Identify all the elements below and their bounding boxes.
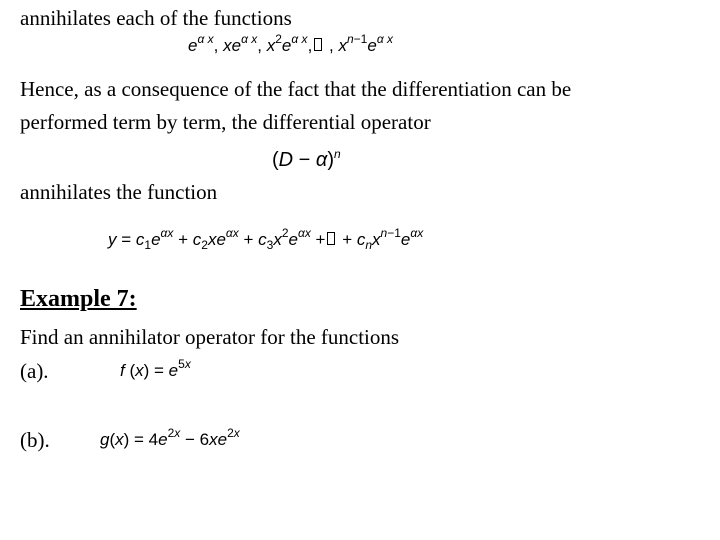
heading-example: Example 7: — [20, 286, 137, 312]
ellipsis-box-icon — [314, 38, 322, 51]
text-annihilates-each: annihilates each of the functions — [20, 6, 292, 30]
ellipsis-box-icon — [327, 232, 335, 245]
formula-f: f $(x) = e^{5x}$ — [120, 357, 191, 380]
formula-y-sum: $y = c_1e^{\alpha x} + c_2xe^{\alpha x} + c_3x^2e^{\alpha x}$ + + $c_nx^{n-1}e^{\alpha x}$ — [108, 226, 424, 252]
label-part-b: (b). — [20, 428, 50, 452]
text-annihilates-function: annihilates the function — [20, 180, 218, 204]
text-performed: performed term by term, the differential operator — [20, 110, 431, 134]
text-hence: Hence, as a consequence of the fact that the differentiation can be — [20, 77, 572, 101]
formula-operator: $(D - \alpha)^n$ — [272, 147, 341, 171]
label-part-a: (a). — [20, 359, 49, 383]
formula-function-list: $e^{\alpha x}$, $xe^{\alpha x}$, $x^2e^{\alpha x}$, , $x^{n-1}e^{\alpha x}$ — [188, 32, 393, 55]
formula-g: $g(x) = 4e^{2x} - 6xe^{2x}$ — [100, 426, 240, 449]
text-find-annihilator: Find an annihilator operator for the functions — [20, 325, 400, 349]
